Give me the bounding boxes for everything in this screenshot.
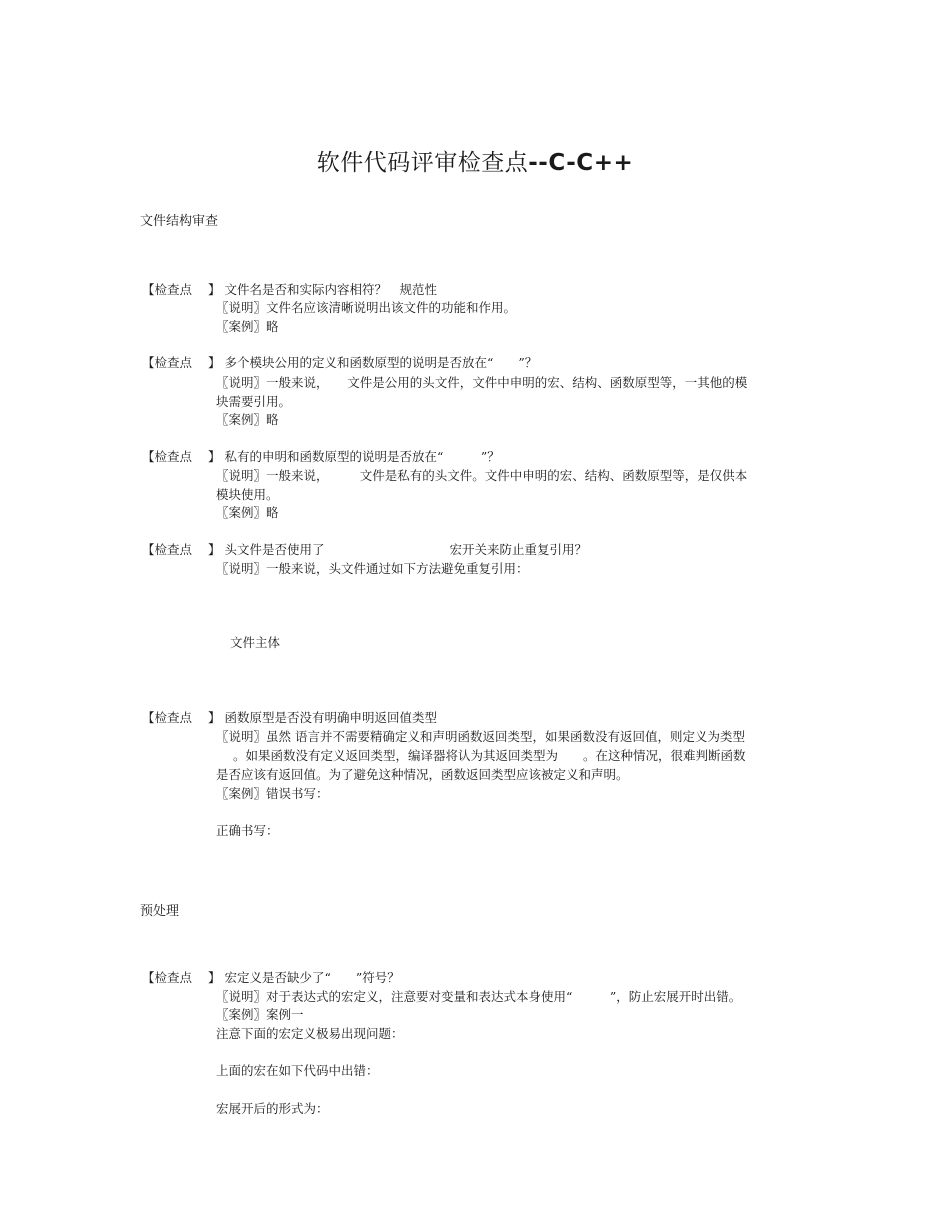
checkpoint-description-cont: 是否应该有返回值。为了避免这种情况，函数返回类型应该被定义和声明。 <box>216 767 629 782</box>
case-note: 注意下面的宏定义极易出现问题： <box>216 1026 404 1041</box>
checkpoint-description: 〖说明〗虽然 语言并不需要精确定义和声明函数返回类型，如果函数没有返回值，则定义为类型 <box>216 729 745 744</box>
case-note: 上面的宏在如下代码中出错： <box>216 1063 379 1078</box>
checkpoint-description: 〖说明〗文件名应该清晰说明出该文件的功能和作用。 <box>216 300 517 315</box>
checkpoint-description: 〖说明〗一般来说， 文件是公用的头文件，文件中申明的宏、结构、函数原型等，一其他的模 <box>216 375 748 390</box>
code-placeholder-file-body: 文件主体 <box>230 635 281 650</box>
checkpoint-tag: 【检查点 <box>142 282 193 297</box>
checkpoint-question: 】 私有的申明和函数原型的说明是否放在“ ”？ <box>208 449 500 464</box>
checkpoint-description-cont: 模块使用。 <box>216 487 279 502</box>
checkpoint-description-cont: 。如果函数没有定义返回类型，编译器将认为其返回类型为 。在这种情况，很难判断函数 <box>208 748 746 763</box>
checkpoint-case: 〖案例〗略 <box>216 319 279 334</box>
checkpoint-question: 】 多个模块公用的定义和函数原型的说明是否放在“ ”？ <box>208 355 538 370</box>
checkpoint-case: 〖案例〗略 <box>216 505 279 520</box>
checkpoint-tag: 【检查点 <box>142 710 193 725</box>
checkpoint-description: 〖说明〗一般来说，头文件通过如下方法避免重复引用： <box>216 561 529 576</box>
section-heading-file-structure: 文件结构审查 <box>140 214 219 229</box>
case-note: 宏展开后的形式为： <box>216 1101 329 1116</box>
checkpoint-case: 〖案例〗错误书写： <box>216 786 329 801</box>
checkpoint-case: 〖案例〗略 <box>216 412 279 427</box>
checkpoint-description: 〖说明〗对于表达式的宏定义，注意要对变量和表达式本身使用“ ”，防止宏展开时出错。 <box>216 989 742 1004</box>
checkpoint-tag: 【检查点 <box>142 449 193 464</box>
checkpoint-description-cont: 块需要引用。 <box>216 394 292 409</box>
page-title: 软件代码评审检查点--C-C++ <box>316 150 634 176</box>
checkpoint-tag: 【检查点 <box>142 355 193 370</box>
checkpoint-question: 】 文件名是否和实际内容相符？ 规范性 <box>208 282 438 297</box>
checkpoint-question: 】 宏定义是否缺少了“ ”符号？ <box>208 970 400 985</box>
checkpoint-case-correct: 正确书写： <box>216 823 279 838</box>
section-heading-preprocessing: 预处理 <box>140 904 180 919</box>
checkpoint-tag: 【检查点 <box>142 542 193 557</box>
checkpoint-question: 】 函数原型是否没有明确申明返回值类型 <box>208 710 438 725</box>
checkpoint-question: 】 头文件是否使用了 宏开关来防止重复引用？ <box>208 542 588 557</box>
checkpoint-case: 〖案例〗案例一 <box>216 1007 304 1022</box>
checkpoint-tag: 【检查点 <box>142 970 193 985</box>
checkpoint-description: 〖说明〗一般来说， 文件是私有的头文件。文件中申明的宏、结构、函数原型等，是仅供本 <box>216 468 748 483</box>
